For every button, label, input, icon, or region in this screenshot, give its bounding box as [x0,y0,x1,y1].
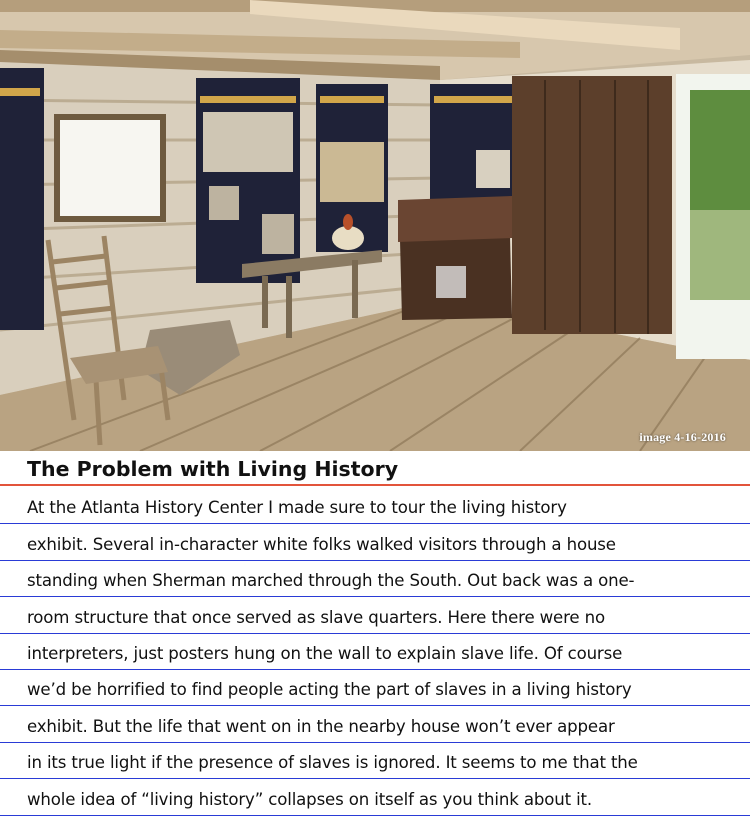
image-date-stamp: image 4-16-2016 [639,430,726,444]
body-line [0,634,750,670]
body-line-text: room structure that once served as slave quarters. Here there were no [27,607,605,627]
body-line [0,488,750,524]
body-line [0,779,750,815]
title-row [0,451,750,486]
body-line [0,743,750,779]
article [0,451,750,826]
article-title: The Problem with Living History [27,457,399,481]
body-line-text: we’d be horrified to find people acting the part of slaves in a living history [27,680,632,700]
article-body [0,488,750,816]
body-line-text: whole idea of “living history” collapses on itself as you think about it. [27,789,593,809]
body-line-text: At the Atlanta History Center I made sure to tour the living history [27,498,567,518]
body-line [0,524,750,560]
body-line [0,561,750,597]
body-line-text: exhibit. But the life that went on in the nearby house won’t ever appear [27,716,615,736]
body-line [0,597,750,633]
body-line-text: in its true light if the presence of slaves is ignored. It seems to me that the [27,753,638,773]
body-line-text: interpreters, just posters hung on the wall to explain slave life. Of course [27,643,623,663]
body-line-text: exhibit. Several in-character white folks walked visitors through a house [27,534,616,554]
body-line [0,706,750,742]
body-line-text: standing when Sherman marched through the South. Out back was a one- [27,571,635,591]
body-line [0,670,750,706]
